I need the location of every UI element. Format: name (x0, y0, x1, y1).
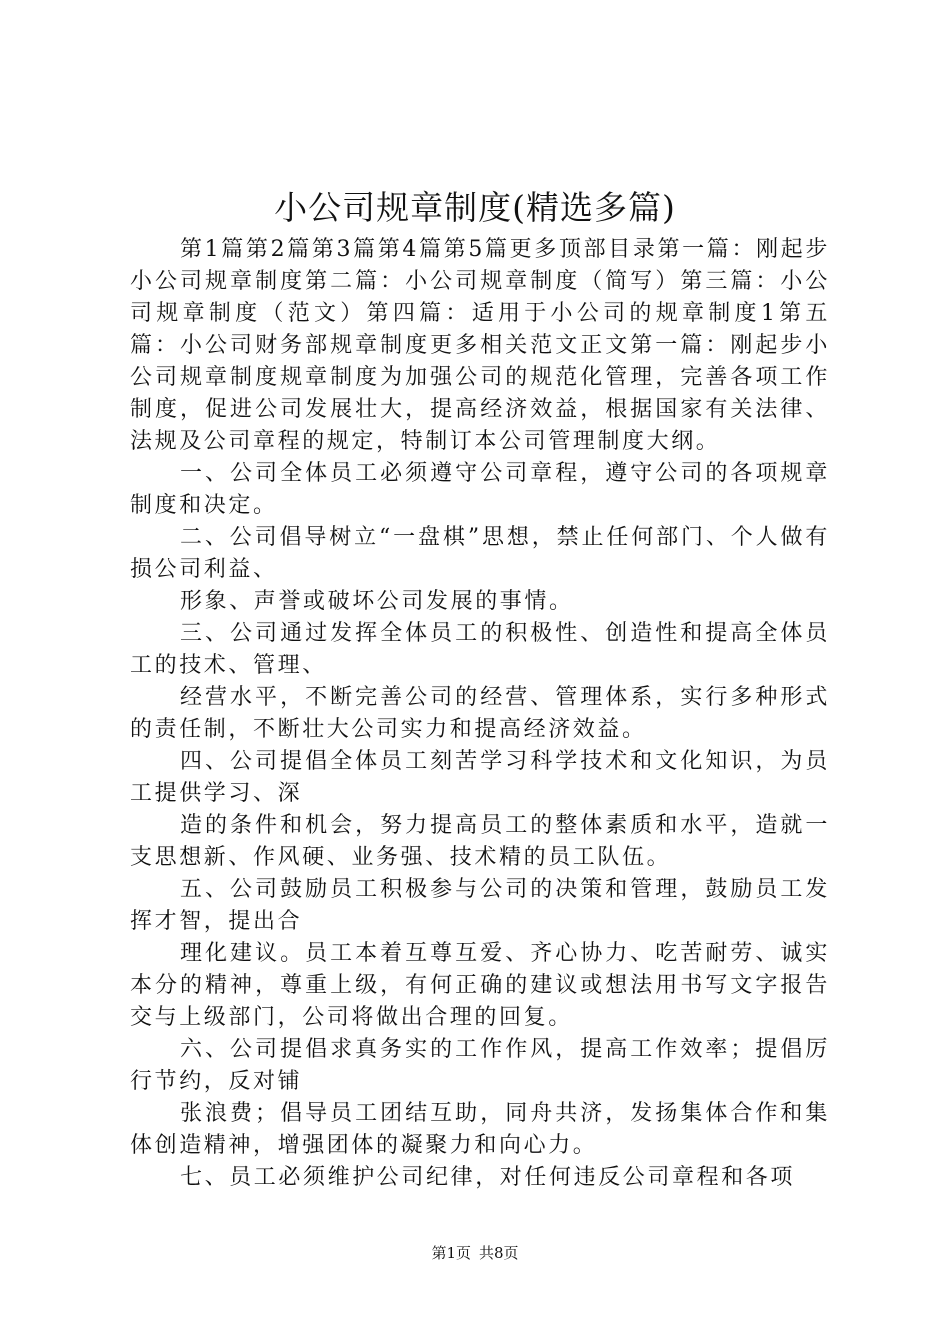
page-total: 共8页 (479, 1244, 519, 1262)
document-body (130, 234, 830, 1194)
paragraph-item-6-continued: 张浪费；倡导员工团结互助，同舟共济，发扬集体合作和集体创造精神，增强团体的凝聚力和向心力。 (130, 1101, 830, 1158)
paragraph-item-7: 七、员工必须维护公司纪律，对任何违反公司章程和各项 (180, 1165, 796, 1190)
paragraph-item-3: 三、公司通过发挥全体员工的积极性、创造性和提高全体员工的技术、管理、 (130, 621, 830, 678)
document-title: 小公司规章制度(精选多篇) (274, 188, 676, 227)
paragraph-item-2-continued: 形象、声誉或破坏公司发展的事情。 (180, 589, 574, 614)
page-footer (0, 1243, 950, 1263)
paragraph-item-4: 四、公司提倡全体员工刻苦学习科学技术和文化知识，为员工提供学习、深 (130, 749, 830, 806)
paragraph-item-5: 五、公司鼓励员工积极参与公司的决策和管理，鼓励员工发挥才智，提出合 (130, 877, 830, 934)
paragraph-item-4-continued: 造的条件和机会，努力提高员工的整体素质和水平，造就一支思想新、作风硬、业务强、技术精的员工队伍。 (130, 813, 830, 870)
paragraph-item-5-continued: 理化建议。员工本着互尊互爱、齐心协力、吃苦耐劳、诚实本分的精神，尊重上级，有何正确的建议或想法用书写文字报告交与上级部门，公司将做出合理的回复。 (130, 941, 830, 1030)
page-number: 第1页 (431, 1244, 471, 1262)
paragraph-intro: 第1篇第2篇第3篇第4篇第5篇更多顶部目录第一篇：刚起步小公司规章制度第二篇：小公司规章制度（简写）第三篇：小公司规章制度（范文）第四篇：适用于小公司的规章制度1第五篇：小公司财务部规章制度更多相关范文正文第一篇：刚起步小公司规章制度规章制度为加强公司的规范化管理，完善各项工作制度，促进公司发展壮大，提高经济效益，根据国家有关法律、法规及公司章程的规定，特制订本公司管理制度大纲。 (130, 237, 830, 454)
paragraph-item-2: 二、公司倡导树立“一盘棋”思想，禁止任何部门、个人做有损公司利益、 (130, 525, 830, 582)
paragraph-item-6: 六、公司提倡求真务实的工作作风，提高工作效率；提倡厉行节约，反对铺 (130, 1037, 830, 1094)
paragraph-item-1: 一、公司全体员工必须遵守公司章程，遵守公司的各项规章制度和决定。 (130, 461, 830, 518)
paragraph-item-3-continued: 经营水平，不断完善公司的经营、管理体系，实行多种形式的责任制，不断壮大公司实力和提高经济效益。 (130, 685, 830, 742)
